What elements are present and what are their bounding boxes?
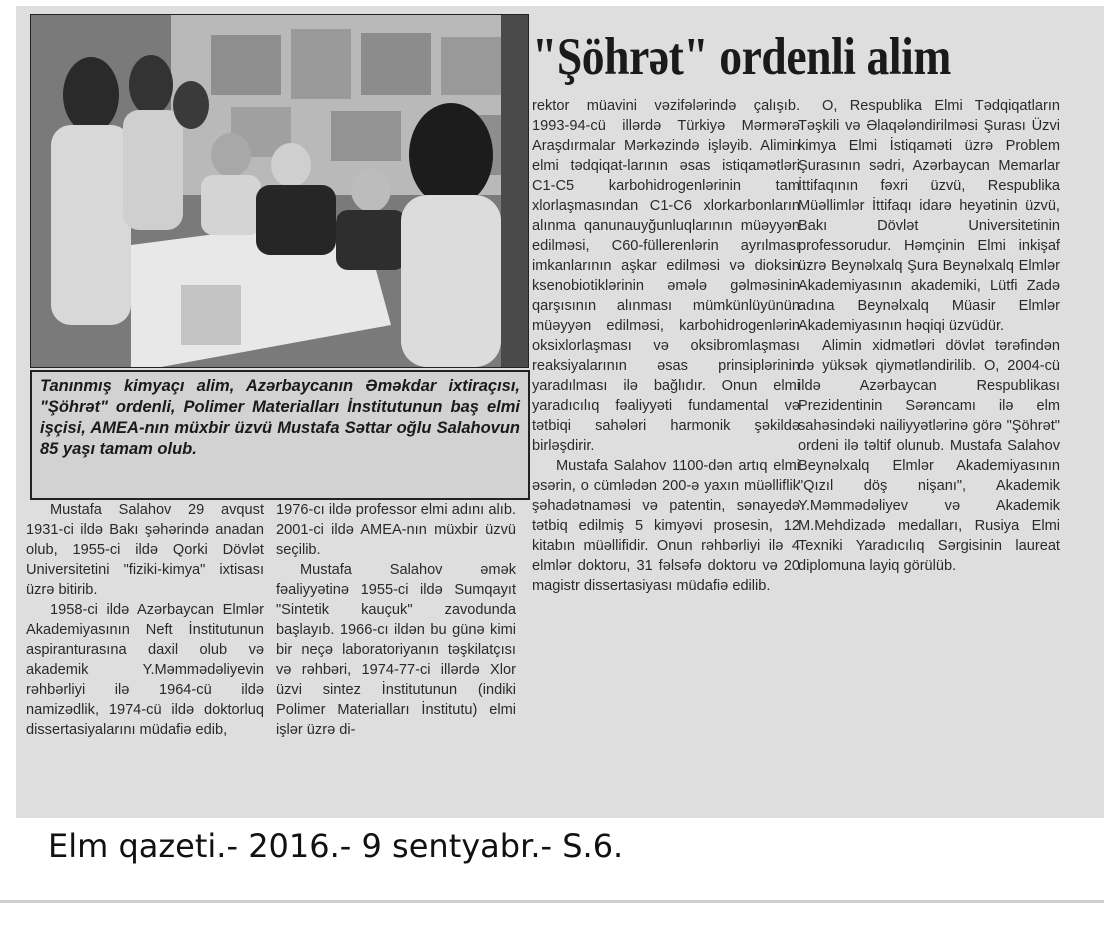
paragraph: rektor müavini vəzifələrində çalışıb. 1993-94-cü illərdə Türkiyə Mərmərə Araşdırmalar Mərkəzində işləyib. Alimin elmi tədqiqat-larının əsas istiqamətləri C1-C5 karbohidrogenlərinin tam xlorlaşmasından C1-C6 xlorkarbonların alınma qanunauyğunluqlarının müəyyən edilməsi, C60-füllerenlərin ayrılması imkanlarının aşkar edilməsi və dioksin ksenobiotiklərinin əmələ gəlməsinin qarşısının alınması mümkünlüyünün müəyyən edilməsi, karbohidrogenlərin oksixlorlaşması və oksibromlaşması reaksiyalarının əsas prinsiplərinin yaradılması ilə bağlıdır. Onun elmi yaradıcılıq fəaliyyəti fundamental və tətbiqi sahələri harmonik şəkildə birləşdirir. [532, 98, 800, 454]
divider [0, 900, 1104, 903]
paragraph: Mustafa Salahov 1100-dən artıq elmi əsərin, o cümlədən 200-ə yaxın müəlliflik şəhadətnaməsi və patentin, sənayedə tətbiq edilmiş 5 kimyəvi prosesin, 12 kitabın müəllifidir. Onun rəhbərliyi ilə 4 elmlər doktoru, 31 fəlsəfə doktoru və 20 magistr dissertasiyası müdafiə edilib. [532, 458, 800, 594]
paragraph: O, Respublika Elmi Tədqiqatların Təşkili və Əlaqələndirilməsi Şurası Üzvi kimya Elmi İstiqaməti üzrə Problem Şurasının sədri, Azərbaycan Memarlar İttifaqının fəxri üzvü, Respublika Müəllimlər İttifaqı idarə heyətinin üzvü, Bakı Dövlət Universitetinin professorudur. Həmçinin Elmi inkişaf üzrə Beynəlxalq Şura Beynəlxalq Elmlər Akademiyasının akademiki, Lütfi Zadə adına Beynəlxalq Müasir Elmlər Akademiyasının həqiqi üzvüdür. [798, 98, 1060, 334]
paragraph: Mustafa Salahov 29 avqust 1931-ci ildə Bakı şəhərində anadan olub, 1955-ci ildə Qorki Dövlət Universitetini "fiziki-kimya" ixtisası üzrə bitirib. [26, 502, 264, 598]
paragraph: 1976-cı ildə professor elmi adını alıb. 2001-ci ildə AMEA-nın müxbir üzvü seçilib. [276, 502, 516, 558]
paragraph: Alimin xidmətləri dövlət tərəfindən də yüksək qiymətləndirilib. O, 2004-cü ildə Azərbaycan Respublikası Prezidentinin Sərəncamı ilə elm sahəsindəki nailiyyətlərinə görə "Şöhrət" ordeni ilə təltif olunub. Mustafa Salahov Beynəlxalq Elmlər Akademiyasının "Qızıl döş nişanı", Akademik Y.Məmmədəliyev və Akademik M.Mehdizadə medalları, Rusiya Elmi Texniki Yaradıcılıq Sərgisinin laureat diplomuna layiq görülüb. [798, 338, 1060, 574]
article-photo [30, 14, 529, 368]
photo-caption: Tanınmış kimyaçı alim, Azərbaycanın Əməkdar ixtiraçısı, "Şöhrət" ordenli, Polimer Materialları İnstitutunun baş elmi işçisi, AMEA-nın müxbir üzvü Mustafa Səttar oğlu Salahovun 85 yaşı tamam olub. [30, 370, 530, 500]
headline: "Şöhrət" ordenli alim [532, 28, 951, 86]
column-2 [276, 500, 516, 740]
column-4 [798, 96, 1060, 576]
paragraph: Mustafa Salahov əmək fəaliyyətinə 1955-ci ildə Sumqayıt "Sintetik kauçuk" zavodunda başlayıb. 1966-cı ildən bu günə kimi bir neçə laboratoriyanın təşkilatçısı və rəhbəri, 1974-77-ci illərdə Xlor üzvi sintez İnstitutunun (indiki Polimer Materialları İnstitutu) elmi işlər üzrə di- [276, 562, 516, 738]
column-1 [26, 500, 264, 740]
source-citation: Elm qazeti.- 2016.- 9 sentyabr.- S.6. [48, 827, 624, 865]
newspaper-clipping [16, 6, 1104, 818]
column-3 [532, 96, 800, 596]
paragraph: 1958-ci ildə Azərbaycan Elmlər Akademiyasının Neft İnstitutunun aspiranturasına daxil olub və akademik Y.Məmmədəliyevin rəhbərliyi ilə 1964-cü ildə namizədlik, 1974-cü ildə doktorluq dissertasiyalarını müdafiə edib, [26, 602, 264, 738]
